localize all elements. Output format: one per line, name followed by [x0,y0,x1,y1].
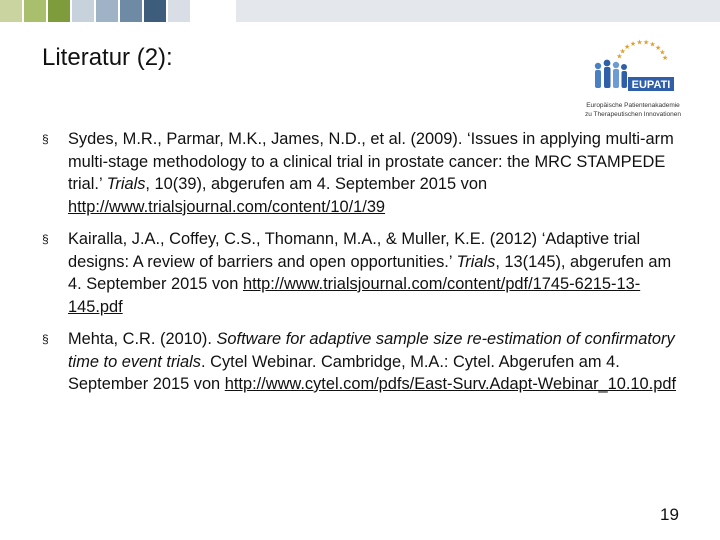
slide-title: Literatur (2): [42,44,173,71]
reference-italic: Trials [106,175,146,193]
reference-item [42,128,682,218]
star-icon: ★ [654,44,662,52]
reference-text: , 13(145), abgerufen am 4. September 2015 von [68,252,672,293]
logo-caption-line1: Europäische Patientenakademie [586,102,680,109]
star-icon: ★ [661,55,669,62]
reference-link[interactable]: http://www.cytel.com/pdfs/East-Surv.Adapt-Webinar_10.10.pdf [224,375,676,393]
reference-text: Sydes, M.R., Parmar, M.K., James, N.D., et al. (2009). ‘Issues in applying multi-arm multi-stage methodology to a clinical trial in prostate cancer: the MRC STAMPEDE trial.’ [68,130,674,193]
bullet-icon: § [42,132,49,146]
people-figures-icon [595,60,627,88]
decor-square [168,0,190,22]
logo-caption-line2: zu Therapeutischen Innovationen [584,111,681,118]
bullet-icon: § [42,232,49,246]
reference-italic: Software for adaptive sample size re-estimation of confirmatory time to event trials [68,330,675,371]
reference-item [42,228,682,318]
logo-caption [568,101,698,119]
reference-text: Mehta, C.R. (2010). [68,330,217,348]
star-icon: ★ [649,41,656,49]
bullet-icon: § [42,332,49,346]
decor-square [0,0,22,22]
reference-item [42,328,682,396]
decor-square [72,0,94,22]
decor-square [144,0,166,22]
reference-link[interactable]: http://www.trialsjournal.com/content/pdf/1745-6215-13-145.pdf [68,275,641,316]
star-icon: ★ [643,39,650,47]
reference-italic: Trials [456,252,496,271]
page-number: 19 [660,505,679,524]
star-icon: ★ [636,39,643,47]
reference-text: Kairalla, J.A., Coffey, C.S., Thomann, M.A., & Muller, K.E. (2012) ‘Adaptive trial designs: A review of barriers and open opportunities.’ [68,230,641,271]
decor-square [96,0,118,22]
reference-list [42,128,682,406]
star-ring-icon [616,39,668,63]
star-icon: ★ [619,48,626,56]
logo-brand-text: EUPATI [631,79,671,91]
star-icon: ★ [629,41,637,48]
reference-text: , 10(39), abgerufen am 4. September 2015 von [145,175,488,193]
star-icon: ★ [659,49,666,57]
reference-text: . Cytel Webinar. Cambridge, M.A.: Cytel. Abgerufen am 4. September 2015 von [68,352,620,393]
star-icon: ★ [624,44,631,51]
decor-square [48,0,70,22]
star-icon: ★ [616,53,623,61]
reference-link[interactable]: http://www.trialsjournal.com/content/10/1/39 [68,197,386,216]
decor-bar-fill [236,0,720,22]
top-decor-bar [0,0,720,24]
decor-square [120,0,142,22]
decor-square [24,0,46,22]
